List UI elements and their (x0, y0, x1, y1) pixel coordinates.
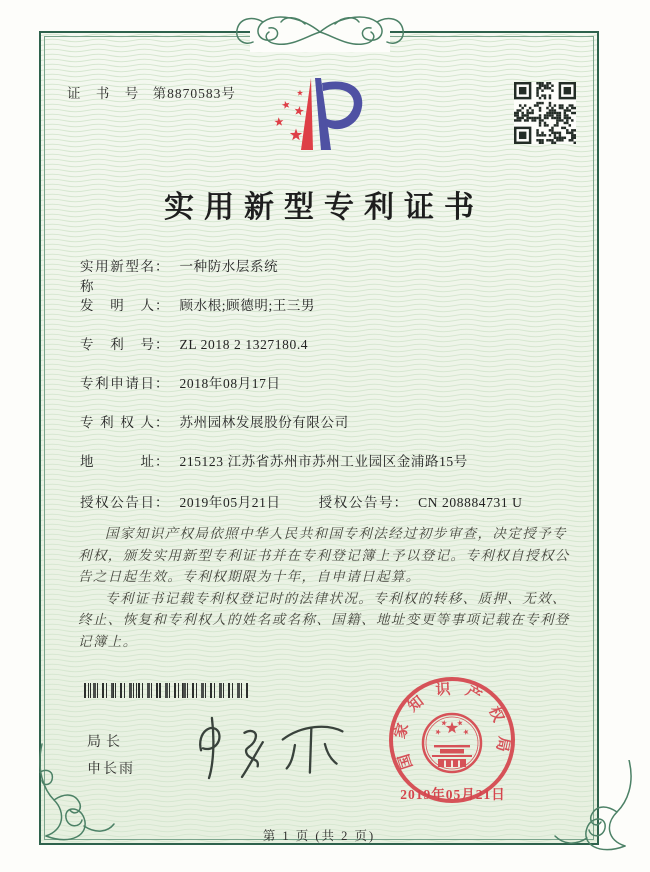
patent-fields (80, 255, 580, 489)
grant-date-value: 2019年05月21日 (179, 495, 281, 510)
field-row-address (80, 450, 580, 469)
grant-date-label: 授权公告日 (80, 495, 154, 510)
field-row-patent-no (80, 333, 580, 352)
legal-paragraph-1: 国家知识产权局依照中华人民共和国专利法经过初步审查，决定授予专利权，颁发实用新型专利证书并在专利登记簿上予以登记。专利权自授权公告之日起生效。专利权期限为十年，自申请日起算。 (78, 526, 570, 584)
grant-number-value: CN 208884731 U (418, 495, 523, 510)
field-colon: ： (155, 415, 169, 430)
field-value: 215123 江苏省苏州市苏州工业园区金浦路15号 (179, 454, 468, 469)
field-colon: ： (393, 495, 408, 510)
grant-date (80, 491, 281, 511)
field-label: 专利申请日 (80, 376, 154, 391)
national-emblem-icon (423, 714, 481, 772)
top-flourish-ornament (215, 6, 425, 58)
field-row-name (80, 255, 580, 294)
field-row-inventors (80, 294, 580, 313)
director-signature-icon (183, 710, 353, 785)
field-row-filing-date (80, 372, 580, 391)
field-value: 苏州园林发展股份有限公司 (179, 415, 349, 430)
barcode (84, 683, 250, 698)
field-colon: ： (155, 454, 169, 469)
field-label: 地址 (80, 454, 154, 469)
field-label: 实用新型名称 (80, 259, 154, 294)
certificate-number-label: 证 书 号 (67, 86, 145, 101)
page-number: 第 1 页 (共 2 页) (262, 829, 376, 843)
grant-number-label: 授权公告号 (318, 495, 393, 510)
qr-code-icon (514, 82, 576, 144)
bottom-right-flourish-ornament (548, 760, 643, 860)
field-label: 专利权人 (80, 415, 154, 430)
field-label: 发明人 (80, 298, 154, 313)
field-label: 专利号 (80, 337, 154, 352)
field-colon: ： (155, 376, 169, 391)
field-value: 顾水根;顾德明;王三男 (179, 298, 316, 313)
director-name-label: 申长雨 (87, 762, 135, 777)
field-value: ZL 2018 2 1327180.4 (179, 337, 309, 352)
legal-paragraph-2: 专利证书记载专利权登记时的法律状况。专利权的转移、质押、无效、终止、恢复和专利权人的姓名或名称、国籍、地址变更等事项记载在专利登记簿上。 (78, 590, 570, 649)
seal-date: 2019年05月21日 (400, 787, 506, 802)
field-colon: ： (155, 298, 169, 313)
field-colon: ： (155, 259, 169, 274)
director-title-label: 局长 (87, 735, 125, 750)
legal-text (78, 523, 570, 652)
grant-row (80, 491, 523, 511)
cnipa-ip-logo-icon (263, 74, 373, 158)
field-colon: ： (155, 337, 169, 352)
certificate-number-value: 第8870583号 (152, 86, 236, 101)
certificate-title: 实用新型专利证书 (164, 191, 484, 224)
field-value: 一种防水层系统 (179, 259, 279, 274)
grant-number (319, 491, 523, 511)
seal-ring-text: 国家知识产权局 (392, 681, 512, 771)
field-value: 2018年08月17日 (179, 376, 281, 391)
certificate-number (67, 82, 236, 102)
field-row-patentee (80, 411, 580, 430)
field-colon: ： (155, 495, 169, 510)
